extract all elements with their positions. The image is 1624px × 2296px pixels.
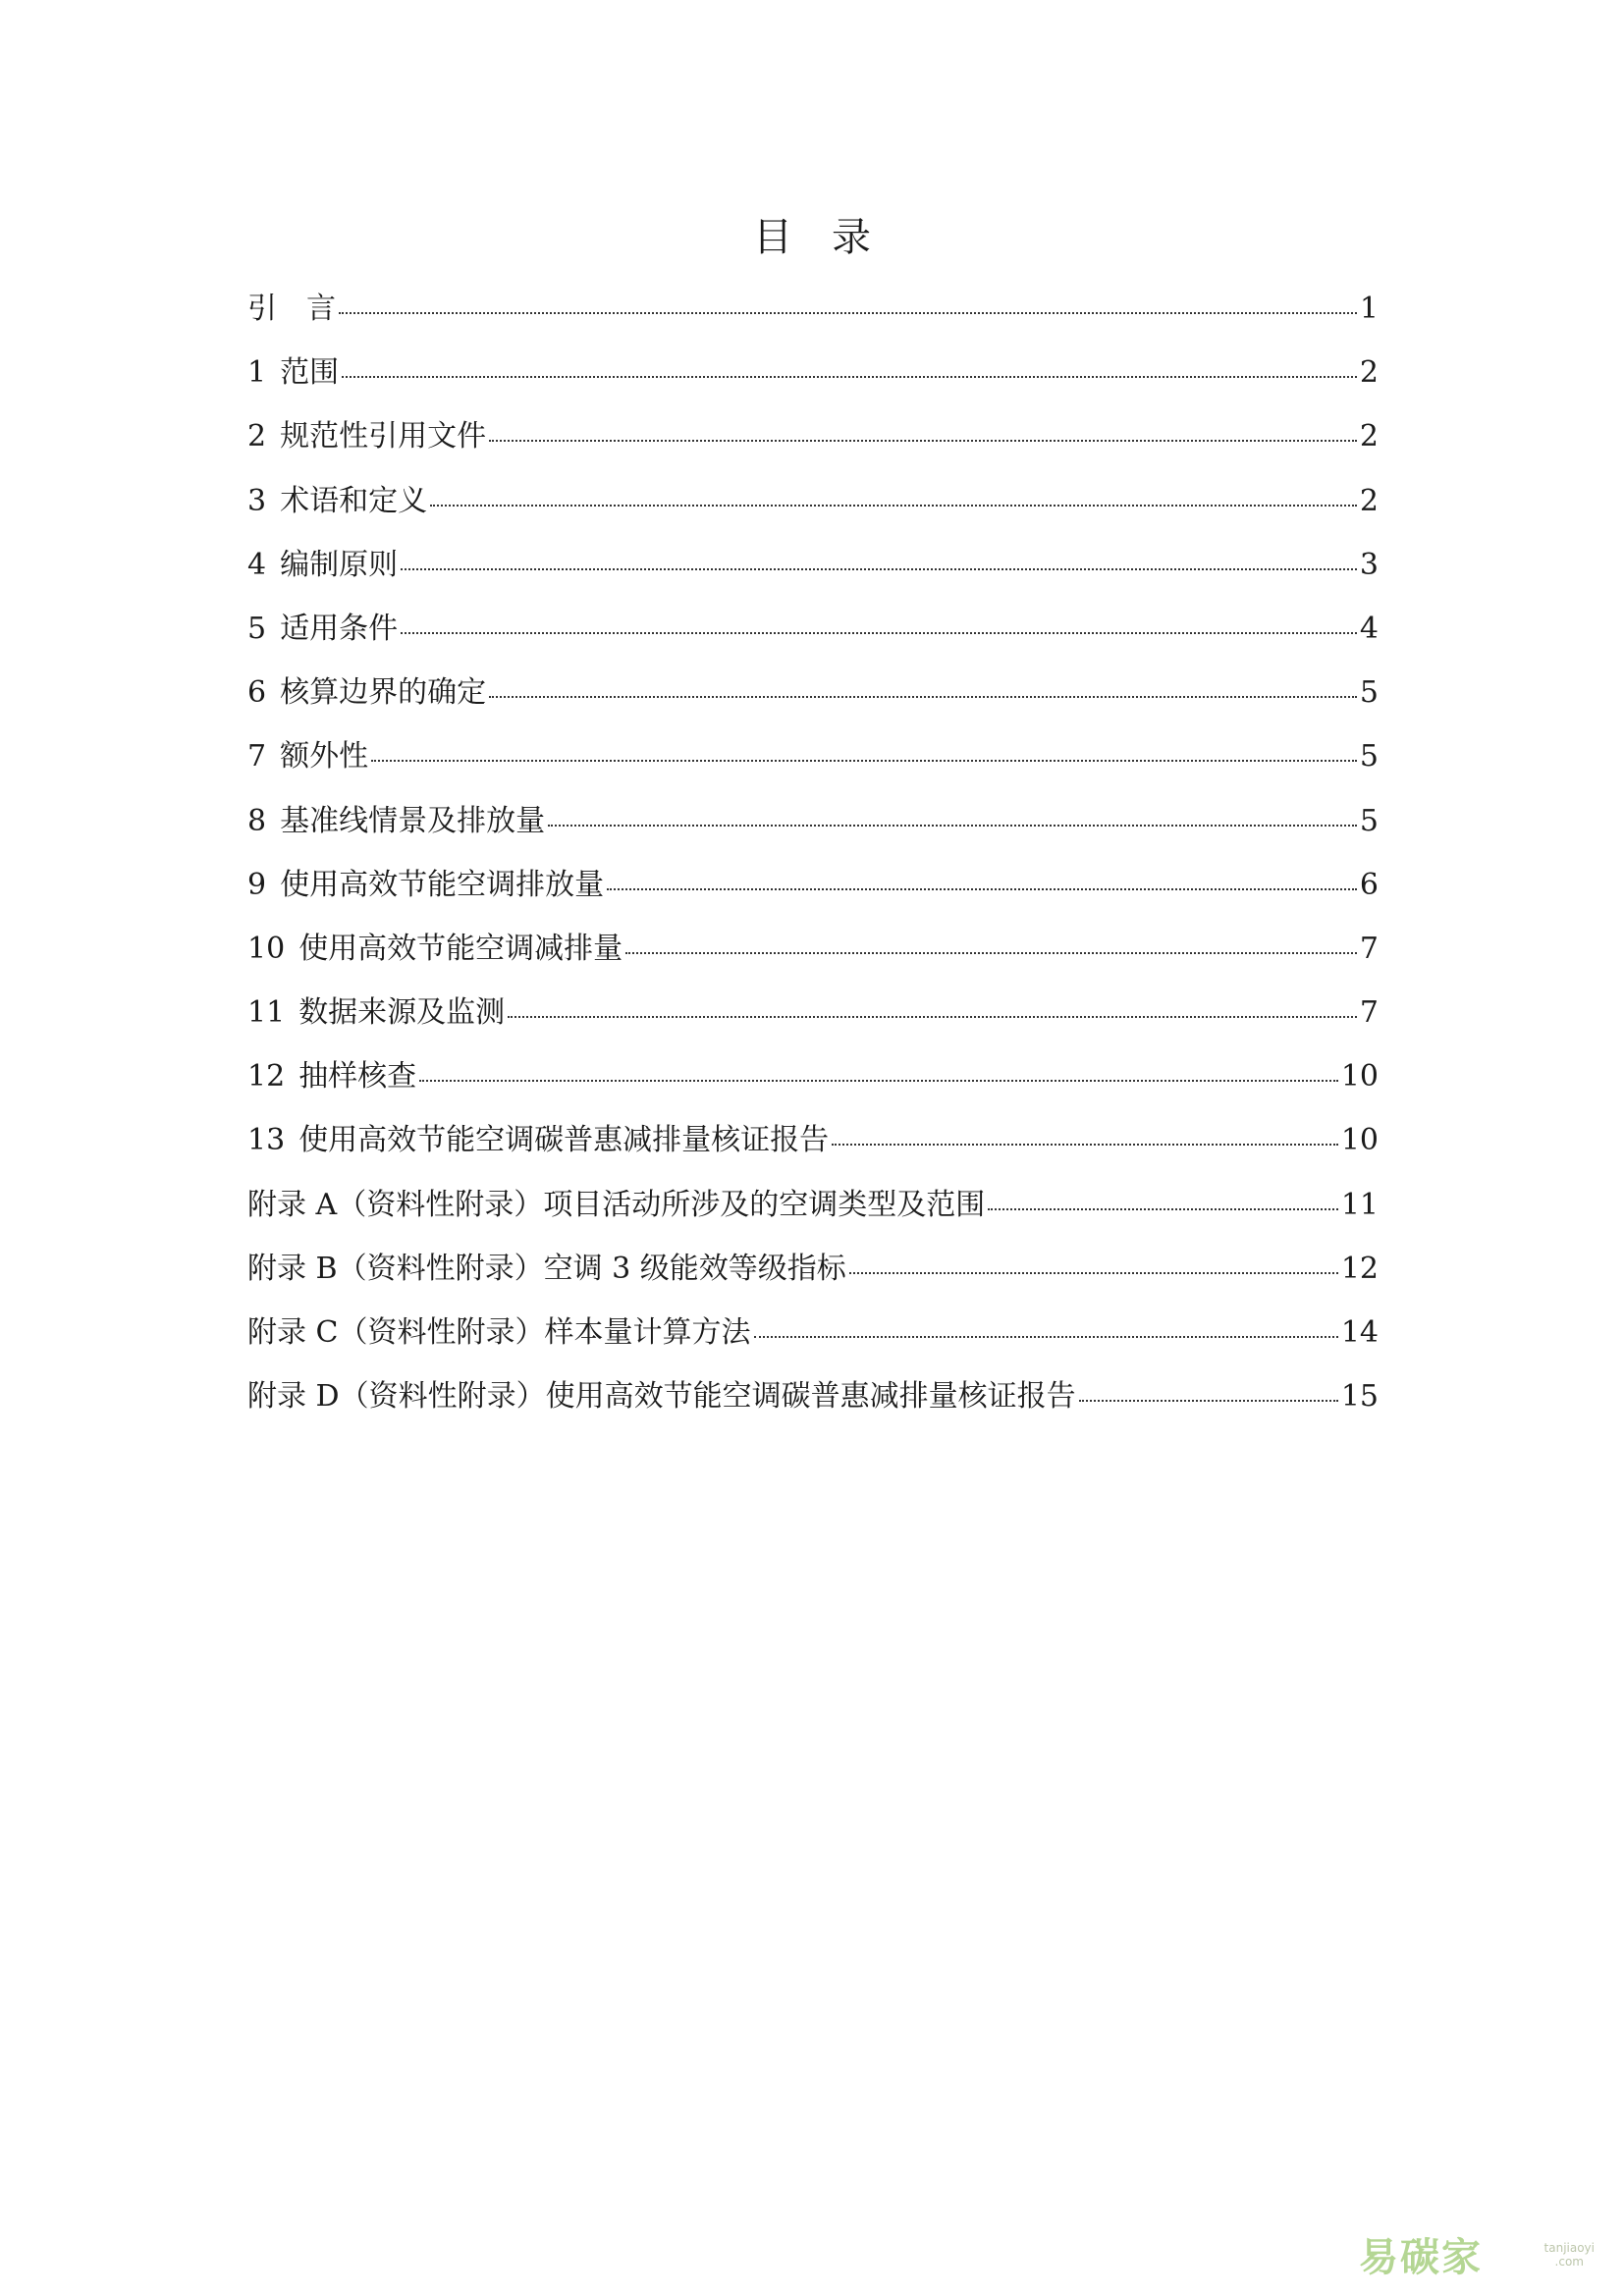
toc-leader-dots (607, 887, 1357, 890)
toc-entry-label (247, 417, 486, 456)
toc-entry-text: 额外性 (280, 739, 369, 774)
toc-entry-page-number: 4 (1359, 611, 1379, 646)
toc-leader-dots (401, 631, 1357, 634)
toc-entry-text: 使用高效节能空调减排量 (298, 931, 623, 966)
toc-entry[interactable] (247, 1313, 1379, 1377)
toc-entry-text: 使用高效节能空调排放量 (280, 867, 605, 902)
toc-leader-dots (625, 951, 1357, 954)
toc-entry[interactable] (247, 930, 1379, 993)
toc-entry-number: 1 (247, 355, 267, 391)
watermark-sub-line-2: .com (1554, 2255, 1584, 2269)
toc-title (0, 208, 1624, 267)
toc-entry[interactable] (247, 546, 1379, 610)
toc-entry-label (247, 290, 336, 329)
toc-leader-dots (401, 567, 1357, 570)
toc-entry[interactable] (247, 1250, 1379, 1313)
toc-entry-page-number: 12 (1340, 1251, 1379, 1286)
toc-entry-text: 适用条件 (280, 611, 399, 646)
toc-entry[interactable] (247, 802, 1379, 866)
toc-entry-text: 附录 D（资料性附录）使用高效节能空调碳普惠减排量核证报告 (247, 1379, 1076, 1415)
toc-entry-label (247, 1313, 751, 1353)
toc-entry-page-number: 14 (1340, 1315, 1379, 1350)
toc-entry[interactable] (247, 1377, 1379, 1441)
toc-leader-dots (754, 1335, 1338, 1338)
toc-entry-number: 2 (247, 419, 267, 454)
watermark-main-text: 易碳家 (1359, 2235, 1483, 2280)
toc-entry[interactable] (247, 993, 1379, 1057)
toc-leader-dots (849, 1271, 1338, 1274)
toc-entry-label (247, 673, 486, 713)
toc-entry-page-number: 5 (1359, 803, 1379, 838)
toc-entry-text: 附录 C（资料性附录）样本量计算方法 (247, 1315, 751, 1350)
toc-entry[interactable] (247, 1057, 1379, 1121)
toc-entry-text: 基准线情景及排放量 (280, 803, 546, 838)
toc-entry[interactable] (247, 673, 1379, 737)
toc-entry-label (247, 353, 339, 393)
toc-entry-text: 编制原则 (280, 547, 399, 582)
toc-entry[interactable] (247, 866, 1379, 930)
toc-entry-number: 5 (247, 611, 267, 646)
toc-entry[interactable] (247, 1186, 1379, 1250)
toc-title-char-2: 录 (832, 215, 871, 260)
toc-entry-text: 引 言 (247, 292, 336, 326)
toc-entry-page-number: 5 (1359, 675, 1379, 711)
toc-entry[interactable] (247, 610, 1379, 673)
toc-entry-label (247, 610, 398, 649)
toc-entry-page-number: 15 (1340, 1379, 1379, 1415)
watermark-sub-line-1: tanjiaoyi (1543, 2241, 1595, 2255)
toc-leader-dots (430, 504, 1357, 507)
toc-entry-page-number: 10 (1340, 1059, 1379, 1095)
toc-entry-text: 附录 A（资料性附录）项目活动所涉及的空调类型及范围 (247, 1187, 986, 1222)
toc-entry-number: 12 (247, 1059, 286, 1095)
toc-leader-dots (988, 1207, 1338, 1210)
toc-entry-label (247, 737, 368, 776)
toc-entry-number: 3 (247, 483, 267, 518)
toc-entry[interactable] (247, 290, 1379, 353)
toc-entry-page-number: 2 (1359, 483, 1379, 518)
toc-entry-number: 11 (247, 995, 286, 1031)
toc-entry-number: 13 (247, 1123, 286, 1158)
toc-entry[interactable] (247, 482, 1379, 546)
toc-entry-number: 6 (247, 675, 267, 711)
toc-entry-label (247, 1186, 985, 1225)
toc-leader-dots (832, 1143, 1338, 1146)
toc-entry-page-number: 5 (1359, 739, 1379, 774)
toc-entry[interactable] (247, 737, 1379, 801)
toc-leader-dots (339, 311, 1357, 314)
toc-leader-dots (548, 824, 1357, 827)
toc-entry-label (247, 866, 604, 905)
watermark-sub-text (1544, 2241, 1595, 2269)
toc-leader-dots (508, 1015, 1357, 1018)
toc-entry-label (247, 1250, 846, 1289)
toc-entry-label (247, 1377, 1076, 1416)
watermark-logo (1359, 2229, 1595, 2288)
toc-entry-text: 数据来源及监测 (298, 995, 506, 1031)
toc-entry-label (247, 546, 398, 585)
toc-leader-dots (489, 695, 1357, 698)
toc-entry-label (247, 1121, 829, 1160)
toc-entry-label (247, 1057, 416, 1096)
toc-leader-dots (342, 375, 1357, 378)
toc-entry-number: 7 (247, 739, 267, 774)
toc-entry-page-number: 3 (1359, 547, 1379, 582)
toc-entry-page-number: 6 (1359, 867, 1379, 902)
toc-entry-text: 范围 (280, 355, 340, 391)
toc-entry-text: 抽样核查 (298, 1059, 417, 1095)
toc-leader-dots (419, 1079, 1338, 1082)
toc-entry[interactable] (247, 417, 1379, 481)
toc-leader-dots (371, 759, 1357, 762)
toc-entry-label (247, 993, 505, 1033)
toc-entry[interactable] (247, 353, 1379, 417)
toc-entry-label (247, 482, 427, 521)
toc-entry-text: 使用高效节能空调碳普惠减排量核证报告 (298, 1123, 830, 1158)
toc-entry-text: 规范性引用文件 (280, 419, 487, 454)
toc-entry-number: 8 (247, 803, 267, 838)
toc-entry-page-number: 1 (1359, 292, 1379, 326)
toc-entry-number: 10 (247, 931, 286, 966)
toc-entry-text: 附录 B（资料性附录）空调 3 级能效等级指标 (247, 1251, 846, 1286)
toc-entry-text: 核算边界的确定 (280, 675, 487, 711)
toc-entry-page-number: 7 (1359, 931, 1379, 966)
toc-leader-dots (489, 439, 1357, 442)
toc-entry-number: 9 (247, 867, 267, 902)
toc-entry-page-number: 2 (1359, 355, 1379, 391)
toc-title-char-1: 目 (753, 215, 792, 260)
toc-entry-page-number: 11 (1340, 1187, 1379, 1222)
toc-entry-page-number: 10 (1340, 1123, 1379, 1158)
toc-leader-dots (1079, 1399, 1338, 1402)
toc-entry[interactable] (247, 1121, 1379, 1185)
toc-entry-label (247, 930, 623, 969)
toc-list (247, 290, 1379, 1441)
toc-entry-label (247, 802, 545, 841)
toc-entry-page-number: 2 (1359, 419, 1379, 454)
toc-entry-number: 4 (247, 547, 267, 582)
toc-entry-page-number: 7 (1359, 995, 1379, 1031)
toc-entry-text: 术语和定义 (280, 483, 428, 518)
